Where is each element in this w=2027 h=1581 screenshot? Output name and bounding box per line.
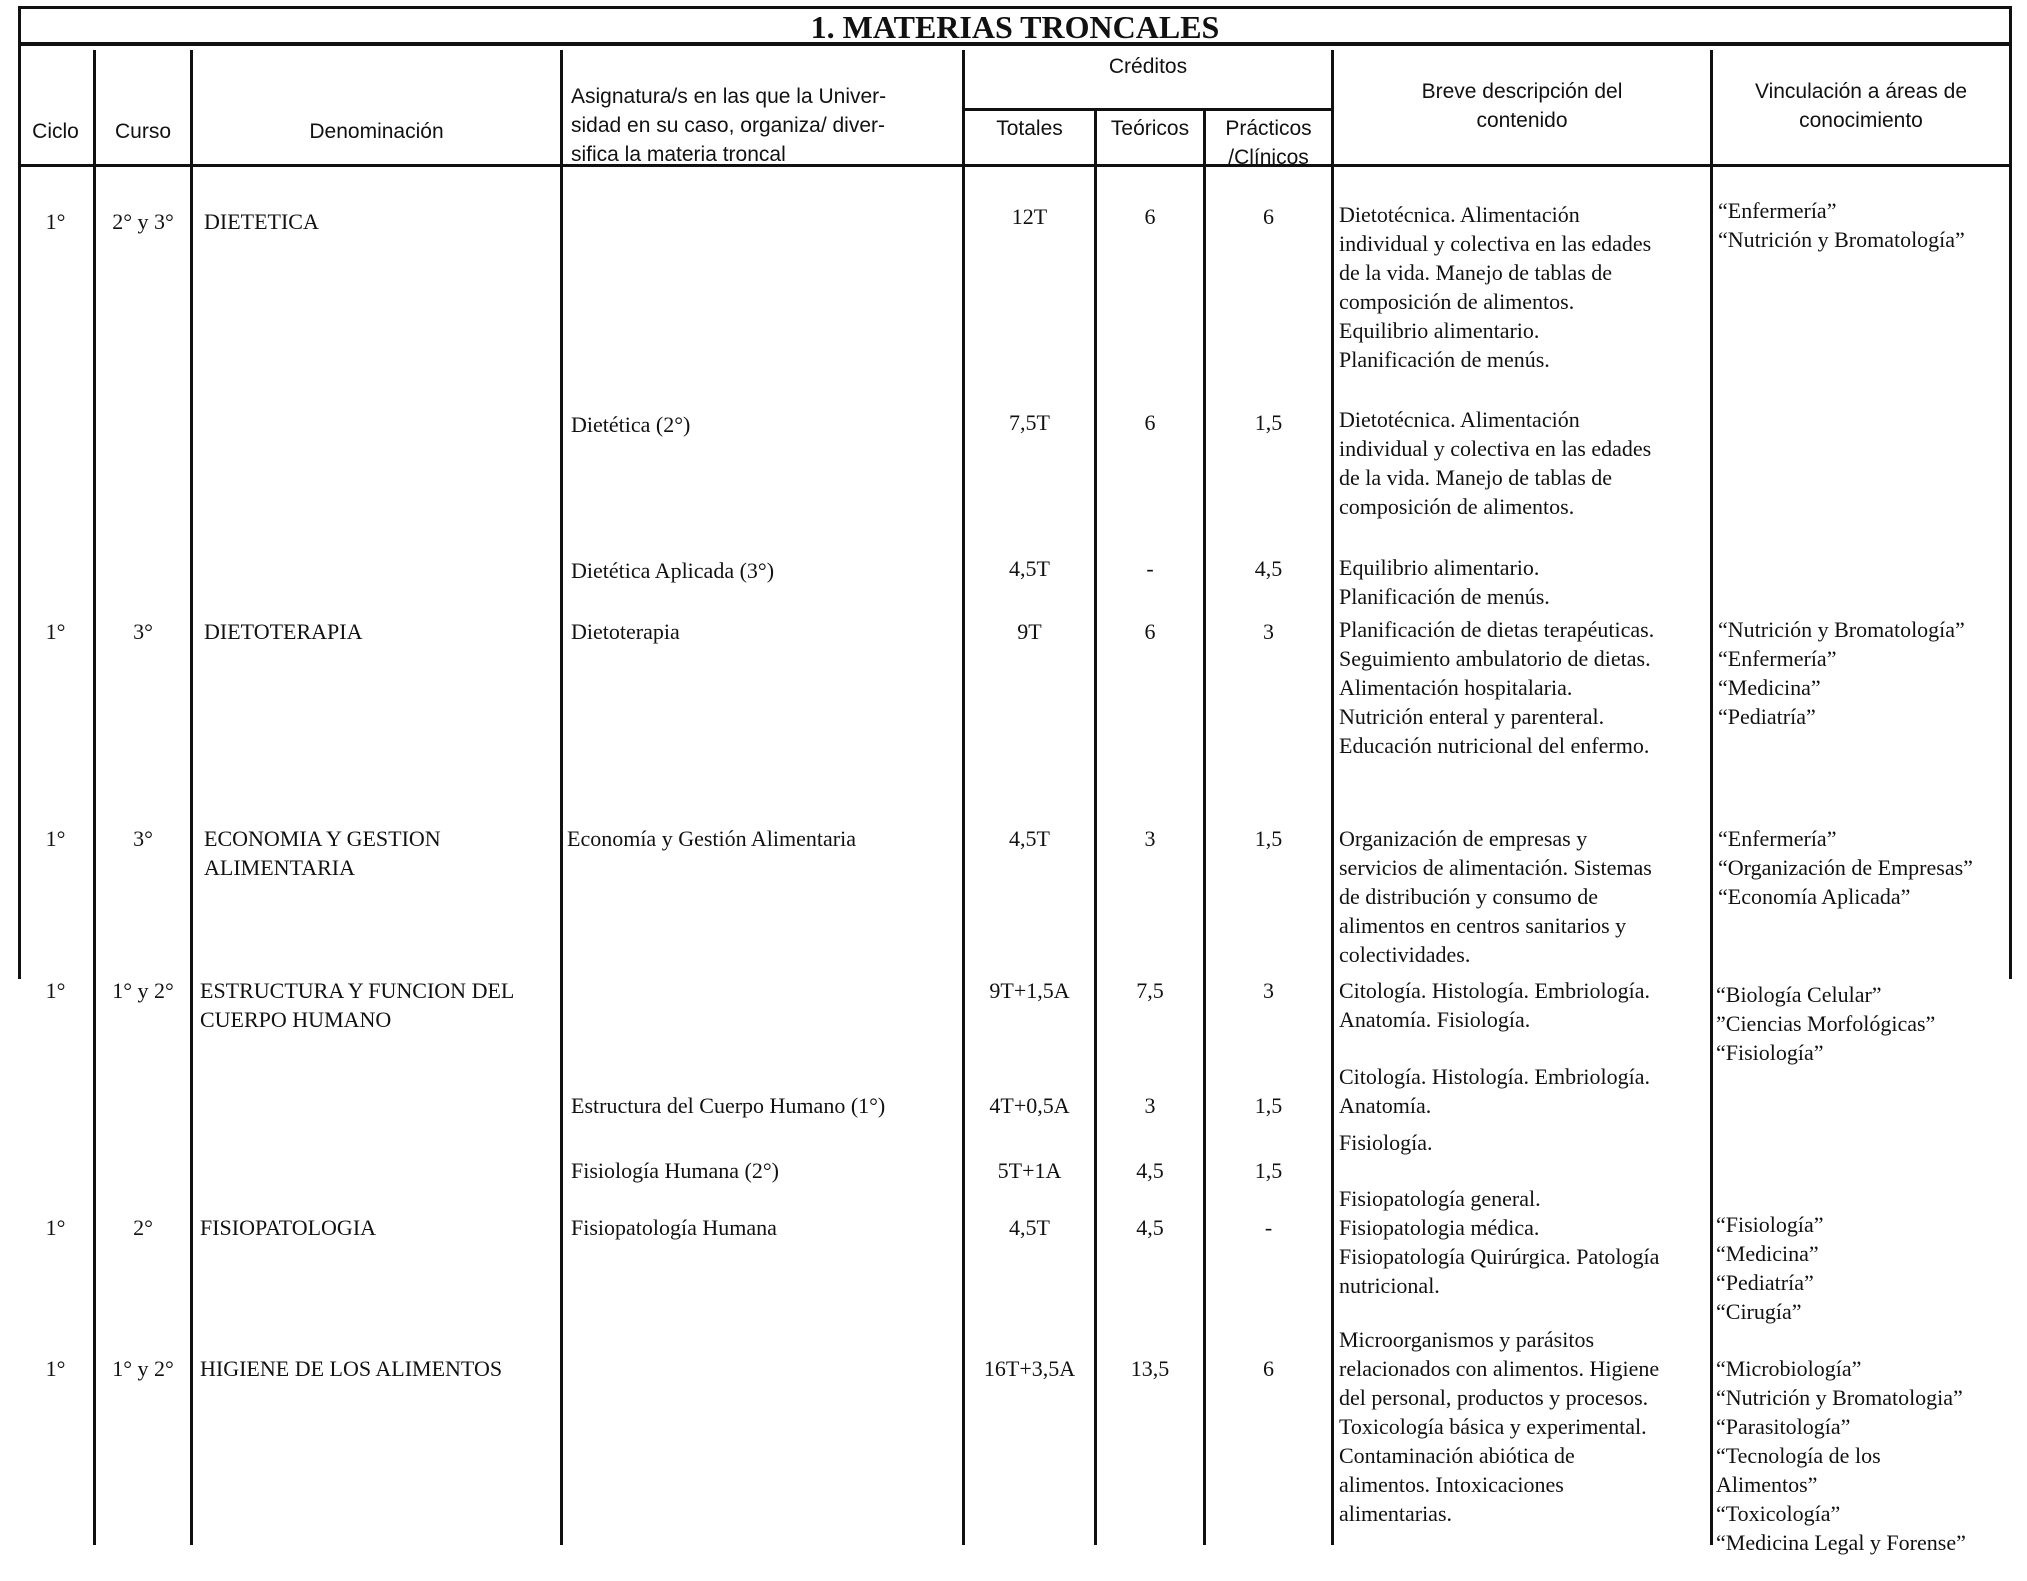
cell-totales: 4,5T <box>1009 1215 1050 1240</box>
cell-denominacion: DIETETICA <box>204 209 319 234</box>
cell-curso: 3° <box>133 619 153 644</box>
cell-practicos: 4,5 <box>1254 556 1283 581</box>
cell-ciclo: 1° <box>45 978 66 1003</box>
cell-vinculacion: “Biología Celular” ”Ciencias Morfológicas” “Fisiología” <box>1716 982 1936 1065</box>
header-ciclo: Ciclo <box>32 120 79 143</box>
cell-vinculacion: “Fisiología” “Medicina” “Pediatría” “Cirugía” <box>1716 1212 1824 1324</box>
cell-descripcion: Fisiología. <box>1339 1130 1433 1155</box>
column-divider-denominacion <box>560 50 563 1545</box>
cell-denominacion: HIGIENE DE LOS ALIMENTOS <box>200 1356 503 1381</box>
cell-practicos: 3 <box>1263 978 1274 1003</box>
cell-practicos: 1,5 <box>1254 410 1283 435</box>
cell-practicos: - <box>1264 1215 1273 1240</box>
header-vinculacion: Vinculación a áreas de conocimiento <box>1754 80 1968 132</box>
cell-practicos: 6 <box>1263 1356 1274 1381</box>
cell-curso: 1° y 2° <box>112 978 174 1003</box>
cell-descripcion: Planificación de dietas terapéuticas. Seguimiento ambulatorio de dietas. Alimentación hospitalaria. Nutrición enteral y parenteral. Educación nutricional del enfermo. <box>1339 617 1655 758</box>
section-title-text: 1. MATERIAS TRONCALES <box>810 9 1220 45</box>
cell-teoricos: 7,5 <box>1136 978 1164 1003</box>
section-title <box>18 6 2012 46</box>
cell-practicos: 1,5 <box>1254 1158 1283 1183</box>
cell-teoricos: 4,5 <box>1136 1158 1164 1183</box>
header-asignaturas: Asignatura/s en las que la Univer- sidad en su caso, organiza/ diver- sifica la materia troncal <box>571 85 887 166</box>
cell-denominacion: ESTRUCTURA Y FUNCION DEL CUERPO HUMANO <box>200 978 515 1032</box>
cell-curso: 2° y 3° <box>112 209 174 234</box>
cell-vinculacion: “Enfermería” “Nutrición y Bromatología” <box>1718 198 1965 252</box>
cell-teoricos: - <box>1146 556 1154 581</box>
cell-descripcion: Fisiopatología general. Fisiopatologia médica. Fisiopatología Quirúrgica. Patología nutricional. <box>1339 1186 1660 1298</box>
cell-curso: 3° <box>133 826 153 851</box>
cell-ciclo: 1° <box>45 1215 66 1240</box>
cell-totales: 9T+1,5A <box>989 978 1070 1003</box>
cell-totales: 5T+1A <box>997 1158 1062 1183</box>
cell-totales: 7,5T <box>1009 410 1050 435</box>
cell-practicos: 1,5 <box>1254 1093 1283 1118</box>
cell-ciclo: 1° <box>45 619 66 644</box>
cell-curso: 2° <box>133 1215 153 1240</box>
cell-vinculacion: “Microbiología” “Nutrición y Bromatologia” “Parasitología” “Tecnología de los Alimentos” “Toxicología” “Medicina Legal y Forense” <box>1716 1356 1966 1555</box>
cell-descripcion: Organización de empresas y servicios de alimentación. Sistemas de distribución y consumo de alimentos en centros sanitarios y colectividades. <box>1339 826 1652 967</box>
cell-asignatura: Dietética (2°) <box>571 412 691 437</box>
header-practicos: Prácticos /Clínicos <box>1225 117 1312 169</box>
cell-asignatura: Estructura del Cuerpo Humano (1°) <box>571 1093 886 1118</box>
header-denominacion: Denominación <box>309 120 444 143</box>
column-divider-asignaturas <box>962 50 965 1545</box>
cell-totales: 4,5T <box>1009 556 1050 581</box>
cell-teoricos: 6 <box>1144 410 1156 435</box>
cell-denominacion: DIETOTERAPIA <box>204 619 363 644</box>
cell-descripcion: Citología. Histología. Embriología. Anatomía. Fisiología. <box>1339 978 1651 1032</box>
cell-descripcion: Dietotécnica. Alimentación individual y colectiva en las edades de la vida. Manejo de tablas de composición de alimentos. Equilibrio alimentario. Planificación de menús. <box>1339 202 1652 372</box>
cell-teoricos: 4,5 <box>1136 1215 1164 1240</box>
table-right-border <box>2009 46 2012 979</box>
cell-vinculacion: “Nutrición y Bromatología” “Enfermería” “Medicina” “Pediatría” <box>1718 617 1965 729</box>
header-totales: Totales <box>996 117 1063 140</box>
cell-ciclo: 1° <box>45 1356 66 1381</box>
cell-vinculacion: “Enfermería” “Organización de Empresas” “Economía Aplicada” <box>1718 826 1973 909</box>
header-bottom-line <box>18 164 2012 167</box>
cell-practicos: 1,5 <box>1254 826 1283 851</box>
cell-descripcion: Microorganismos y parásitos relacionados con alimentos. Higiene del personal, productos y procesos. Toxicología básica y experimental. Contaminación abiótica de alimentos. Intoxicaciones alimentarias. <box>1339 1327 1660 1526</box>
cell-totales: 16T+3,5A <box>983 1356 1076 1381</box>
header-creditos: Créditos <box>1108 55 1188 78</box>
cell-teoricos: 13,5 <box>1130 1356 1170 1381</box>
cell-descripcion: Dietotécnica. Alimentación individual y colectiva en las edades de la vida. Manejo de tablas de composición de alimentos. <box>1339 407 1652 519</box>
cell-totales: 4T+0,5A <box>989 1093 1070 1118</box>
cell-descripcion: Equilibrio alimentario. Planificación de menús. <box>1339 555 1550 609</box>
cell-asignatura: Economía y Gestión Alimentaria <box>567 826 856 851</box>
cell-ciclo: 1° <box>45 826 66 851</box>
cell-practicos: 6 <box>1263 204 1274 229</box>
header-teoricos: Teóricos <box>1110 117 1190 140</box>
column-divider-creditos <box>1331 50 1334 1545</box>
header-curso: Curso <box>114 120 172 143</box>
cell-practicos: 3 <box>1263 619 1274 644</box>
cell-ciclo: 1° <box>45 209 66 234</box>
cell-descripcion: Citología. Histología. Embriología. Anatomía. <box>1339 1064 1651 1118</box>
creditos-subheader-line <box>962 108 1334 111</box>
cell-teoricos: 3 <box>1144 1093 1156 1118</box>
cell-asignatura: Dietética Aplicada (3°) <box>571 558 775 583</box>
cell-totales: 12T <box>1011 204 1048 229</box>
column-divider-curso <box>190 50 193 1545</box>
cell-totales: 4,5T <box>1009 826 1050 851</box>
column-divider-ciclo <box>93 50 96 1545</box>
cell-curso: 1° y 2° <box>112 1356 174 1381</box>
cell-asignatura: Fisiología Humana (2°) <box>571 1158 779 1183</box>
cell-asignatura: Dietoterapia <box>571 619 680 644</box>
cell-asignatura: Fisiopatología Humana <box>571 1215 777 1240</box>
cell-denominacion: FISIOPATOLOGIA <box>200 1215 377 1240</box>
cell-teoricos: 3 <box>1144 826 1156 851</box>
cell-totales: 9T <box>1017 619 1042 644</box>
header-descripcion: Breve descripción del contenido <box>1421 80 1623 132</box>
cell-teoricos: 6 <box>1144 619 1156 644</box>
column-divider-descripcion <box>1710 50 1713 1545</box>
cell-teoricos: 6 <box>1144 204 1156 229</box>
cell-denominacion: ECONOMIA Y GESTION ALIMENTARIA <box>204 826 441 880</box>
